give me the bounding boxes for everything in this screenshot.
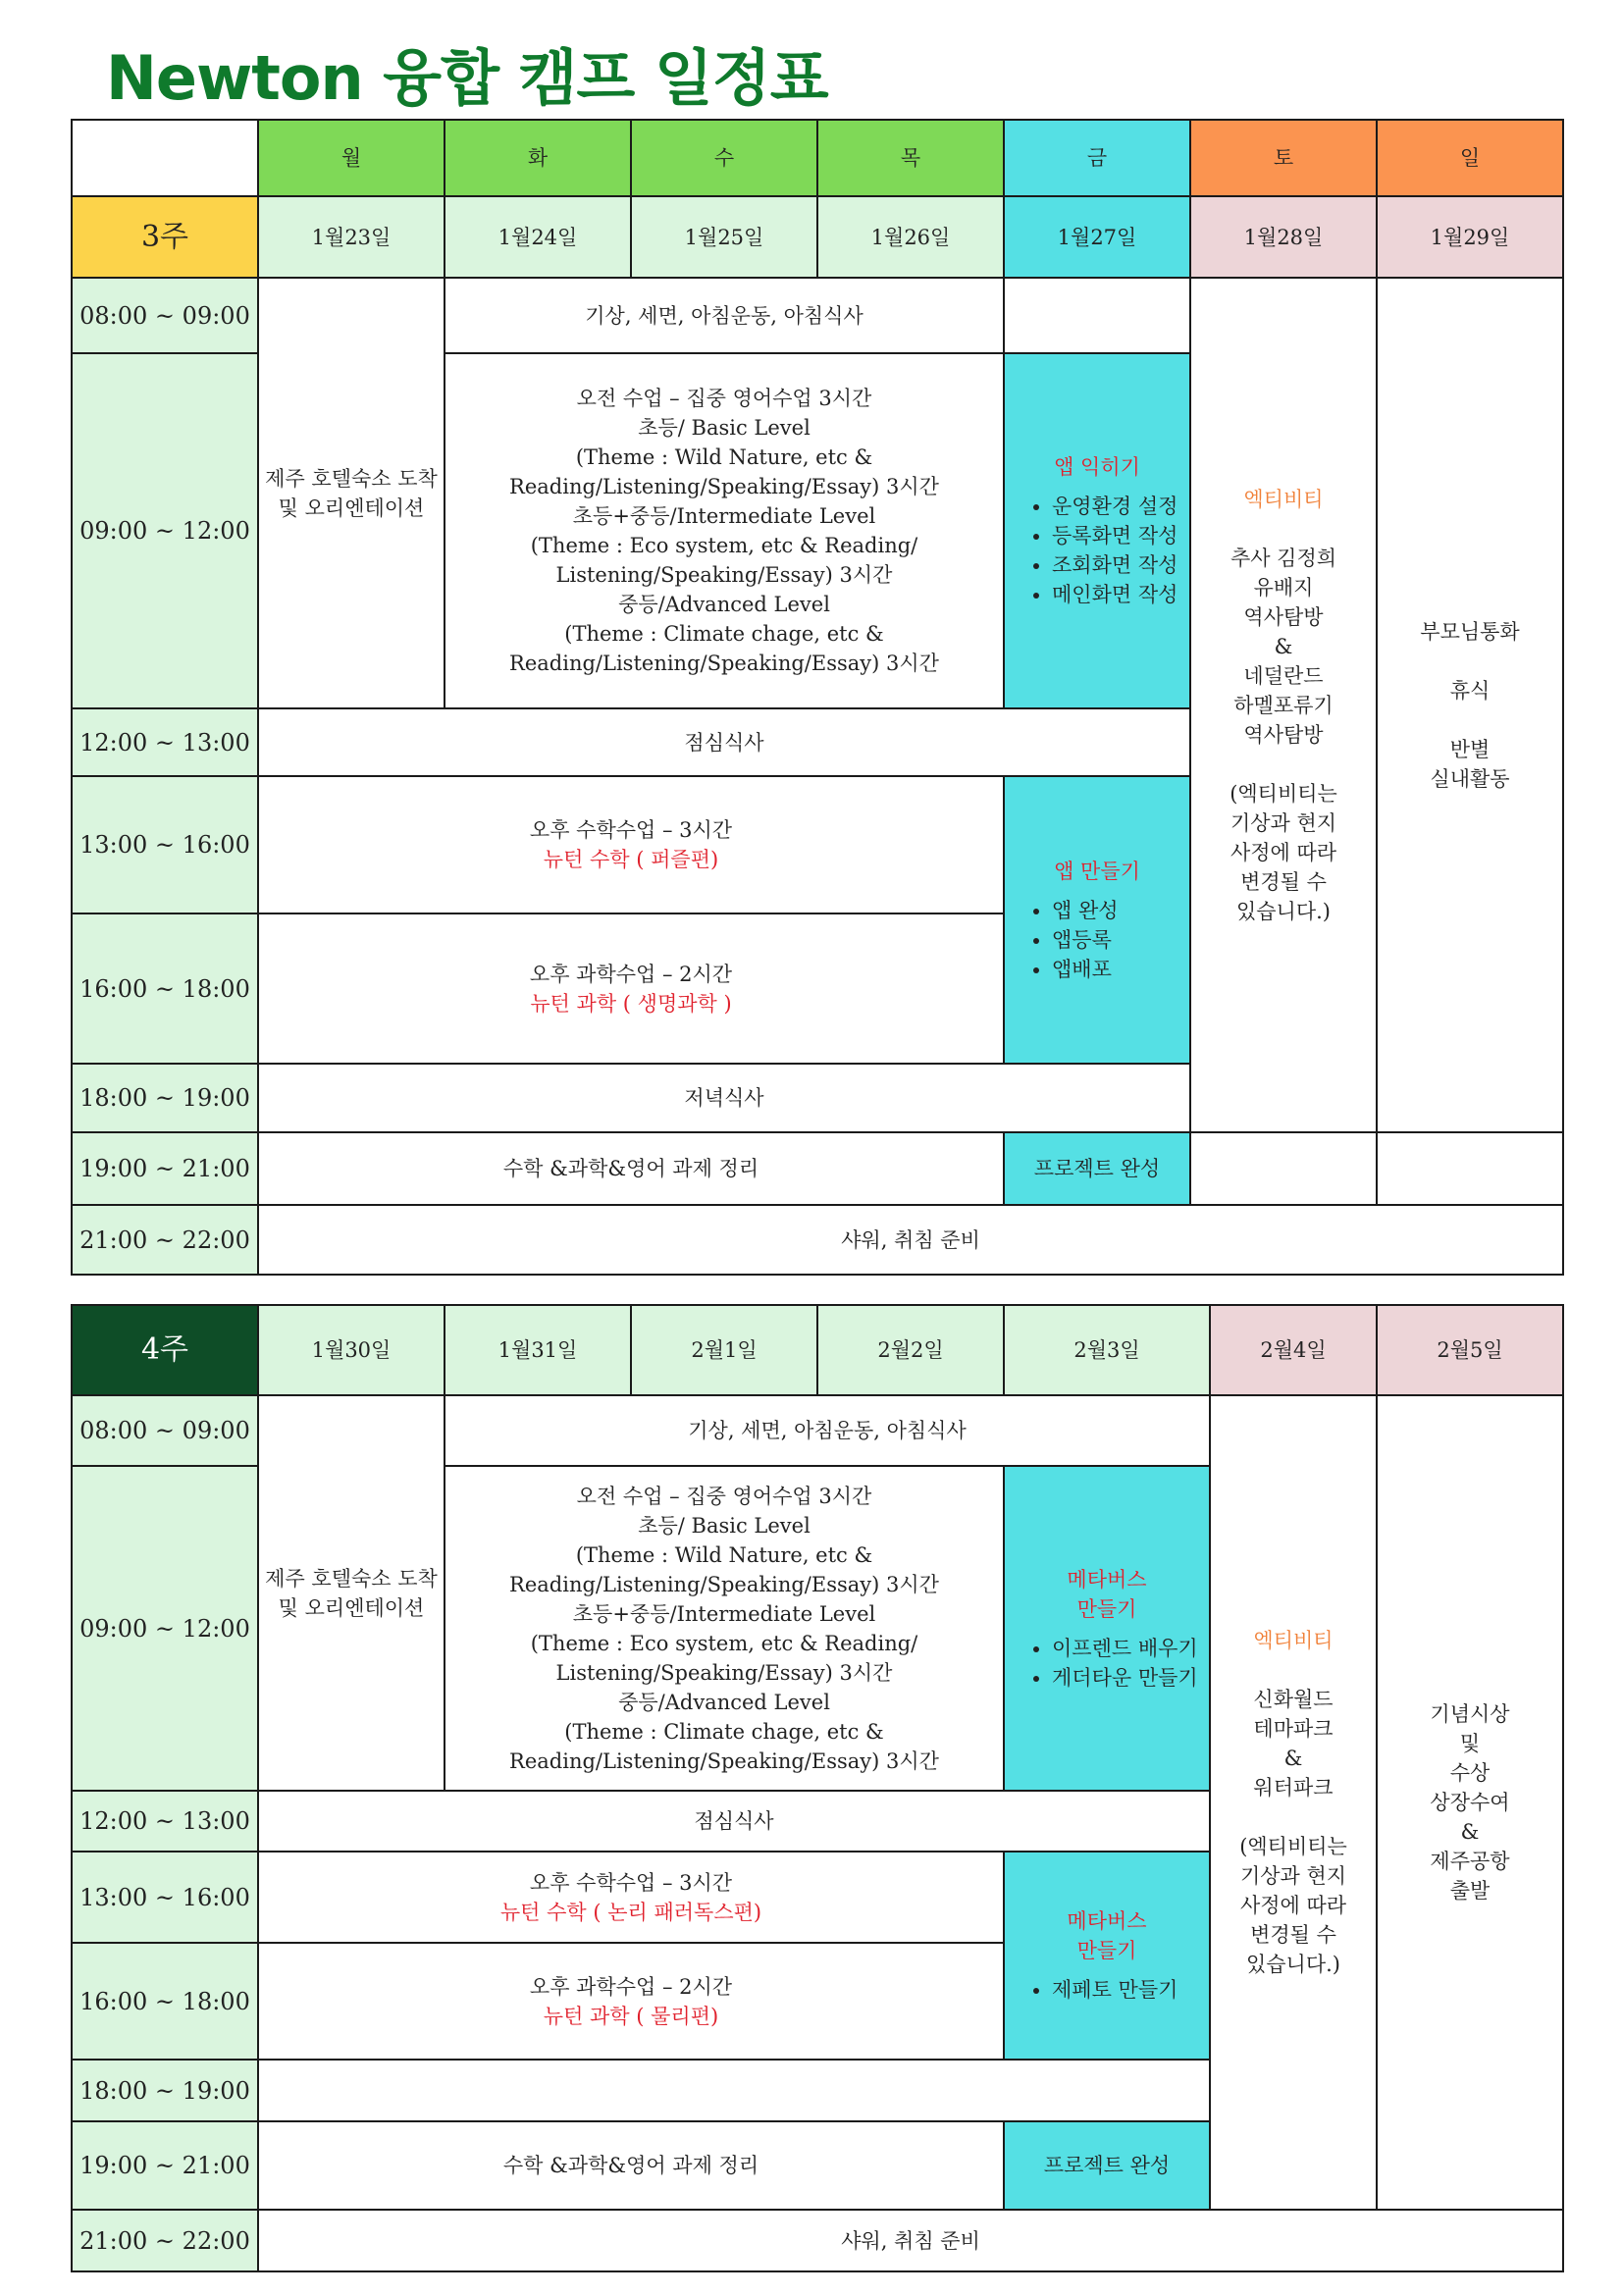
date-row [72, 196, 1563, 278]
date-cell: 1월30일 [258, 1305, 445, 1395]
saturday-activity-cell: 엑티비티 신화월드 테마파크 & 워터파크 (엑티비티는 기상과 현지 사정에 따라 변경될 수 있습니다.) [1210, 1395, 1377, 2210]
math-class-cell: 오후 수학수업 – 3시간 뉴턴 수학 ( 퍼즐편) [258, 776, 1004, 913]
project-cell: 프로젝트 완성 [1004, 1132, 1190, 1205]
english-class-cell: 오전 수업 – 집중 영어수업 3시간 초등/ Basic Level (Theme : Wild Nature, etc & Reading/Listening/Speaking/Essay) 3시간 초등+중등/Intermediate Level (Theme : Eco system, etc & Reading/ Listening/Speaking/Essay) 3시간 중등/Advanced Level (Theme : Climate chage, etc & Reading/Listening/Speaking/Essay) 3시간 [445, 1466, 1004, 1791]
empty-cell [1190, 1132, 1377, 1205]
page-title: Newton 융합 캠프 일정표 [106, 42, 828, 114]
friday-morning-cell: 메타버스 만들기 • 이프렌드 배우기 • 게더타운 만들기 [1004, 1466, 1210, 1791]
friday-afternoon-cell: 메타버스 만들기 • 제페토 만들기 [1004, 1852, 1210, 2060]
science-class-cell: 오후 과학수업 – 2시간 뉴턴 과학 ( 물리편) [258, 1943, 1004, 2060]
date-cell: 2월1일 [631, 1305, 817, 1395]
saturday-activity-cell: 엑티비티 추사 김정희 유배지 역사탐방 & 네덜란드 하멜포류기 역사탐방 (엑티비티는 기상과 현지 사정에 따라 변경될 수 있습니다.) [1190, 278, 1377, 1132]
time-cell: 21:00 ~ 22:00 [72, 2210, 258, 2271]
arrival-cell: 제주 호텔숙소 도착 및 오리엔테이션 [258, 1395, 445, 1791]
time-cell: 19:00 ~ 21:00 [72, 1132, 258, 1205]
schedule-row [72, 1395, 1563, 1466]
schedule-row [72, 1205, 1563, 1275]
schedule-row [72, 1132, 1563, 1205]
time-cell: 21:00 ~ 22:00 [72, 1205, 258, 1275]
friday-morning-list [1011, 492, 1183, 609]
empty-cell [1377, 1132, 1563, 1205]
friday-morning-cell: 앱 익히기 • 운영환경 설정 • 등록화면 작성 • 조회화면 작성 • 메인화면 작성 [1004, 353, 1190, 708]
lunch-cell: 점심식사 [258, 1791, 1210, 1852]
day-tue: 화 [445, 120, 631, 196]
list-item: • 앱배포 [1052, 955, 1183, 984]
date-cell: 2월5일 [1377, 1305, 1563, 1395]
list-item: • 조회화면 작성 [1052, 550, 1183, 580]
list-item: • 게더타운 만들기 [1052, 1663, 1203, 1693]
math-class-cell: 오후 수학수업 – 3시간 뉴턴 수학 ( 논리 패러독스편) [258, 1852, 1004, 1943]
lunch-cell: 점심식사 [258, 708, 1190, 776]
time-cell: 12:00 ~ 13:00 [72, 708, 258, 776]
science-class-cell: 오후 과학수업 – 2시간 뉴턴 과학 ( 생명과학 ) [258, 913, 1004, 1064]
date-cell: 1월29일 [1377, 196, 1563, 278]
corner-cell [72, 120, 258, 196]
day-wed: 수 [631, 120, 817, 196]
time-cell: 19:00 ~ 21:00 [72, 2121, 258, 2210]
sunday-activity-cell: 기념시상 및 수상 상장수여 & 제주공항 출발 [1377, 1395, 1563, 2210]
week-label: 3주 [72, 196, 258, 278]
schedule-row [72, 278, 1563, 353]
date-cell: 2월3일 [1004, 1305, 1210, 1395]
week-label: 4주 [72, 1305, 258, 1395]
wake-cell: 기상, 세면, 아침운동, 아침식사 [445, 1395, 1210, 1466]
dinner-cell [258, 2060, 1210, 2121]
day-header-row [72, 120, 1563, 196]
time-cell: 18:00 ~ 19:00 [72, 1064, 258, 1132]
date-cell: 2월4일 [1210, 1305, 1377, 1395]
list-item: • 등록화면 작성 [1052, 521, 1183, 550]
date-row [72, 1305, 1563, 1395]
project-cell: 프로젝트 완성 [1004, 2121, 1210, 2210]
time-cell: 18:00 ~ 19:00 [72, 2060, 258, 2121]
empty-cell [1004, 278, 1190, 353]
list-item: • 메인화면 작성 [1052, 580, 1183, 609]
friday-afternoon-list [1011, 896, 1183, 984]
week4-schedule-table [71, 1304, 1564, 2272]
date-cell: 1월26일 [817, 196, 1004, 278]
date-cell: 1월28일 [1190, 196, 1377, 278]
time-cell: 09:00 ~ 12:00 [72, 1466, 258, 1791]
list-item: • 앱등록 [1052, 925, 1183, 955]
time-cell: 13:00 ~ 16:00 [72, 776, 258, 913]
sunday-activity-cell: 부모님통화 휴식 반별 실내활동 [1377, 278, 1563, 1132]
time-cell: 16:00 ~ 18:00 [72, 1943, 258, 2060]
time-cell: 08:00 ~ 09:00 [72, 1395, 258, 1466]
list-item: • 이프렌드 배우기 [1052, 1634, 1203, 1663]
friday-afternoon-list [1011, 1975, 1203, 2005]
list-item: • 제페토 만들기 [1052, 1975, 1203, 2005]
date-cell: 1월27일 [1004, 196, 1190, 278]
shower-cell: 샤워, 취침 준비 [258, 2210, 1563, 2271]
time-cell: 09:00 ~ 12:00 [72, 353, 258, 708]
day-fri: 금 [1004, 120, 1190, 196]
day-sun: 일 [1377, 120, 1563, 196]
dinner-cell: 저녁식사 [258, 1064, 1190, 1132]
date-cell: 1월23일 [258, 196, 445, 278]
schedule-row [72, 2210, 1563, 2271]
friday-afternoon-cell: 앱 만들기 • 앱 완성 • 앱등록 • 앱배포 [1004, 776, 1190, 1064]
time-cell: 13:00 ~ 16:00 [72, 1852, 258, 1943]
time-cell: 16:00 ~ 18:00 [72, 913, 258, 1064]
time-cell: 12:00 ~ 13:00 [72, 1791, 258, 1852]
date-cell: 2월2일 [817, 1305, 1004, 1395]
date-cell: 1월25일 [631, 196, 817, 278]
friday-morning-list [1011, 1634, 1203, 1693]
english-class-cell: 오전 수업 – 집중 영어수업 3시간 초등/ Basic Level (Theme : Wild Nature, etc & Reading/Listening/Speaking/Essay) 3시간 초등+중등/Intermediate Level (Theme : Eco system, etc & Reading/ Listening/Speaking/Essay) 3시간 중등/Advanced Level (Theme : Climate chage, etc & Reading/Listening/Speaking/Essay) 3시간 [445, 353, 1004, 708]
arrival-cell: 제주 호텔숙소 도착 및 오리엔테이션 [258, 278, 445, 708]
wake-cell: 기상, 세면, 아침운동, 아침식사 [445, 278, 1004, 353]
list-item: • 앱 완성 [1052, 896, 1183, 925]
review-cell: 수학 &과학&영어 과제 정리 [258, 2121, 1004, 2210]
date-cell: 1월31일 [445, 1305, 631, 1395]
review-cell: 수학 &과학&영어 과제 정리 [258, 1132, 1004, 1205]
list-item: • 운영환경 설정 [1052, 492, 1183, 521]
day-thu: 목 [817, 120, 1004, 196]
time-cell: 08:00 ~ 09:00 [72, 278, 258, 353]
day-mon: 월 [258, 120, 445, 196]
day-sat: 토 [1190, 120, 1377, 196]
date-cell: 1월24일 [445, 196, 631, 278]
shower-cell: 샤워, 취침 준비 [258, 1205, 1563, 1275]
week3-schedule-table [71, 119, 1564, 1276]
